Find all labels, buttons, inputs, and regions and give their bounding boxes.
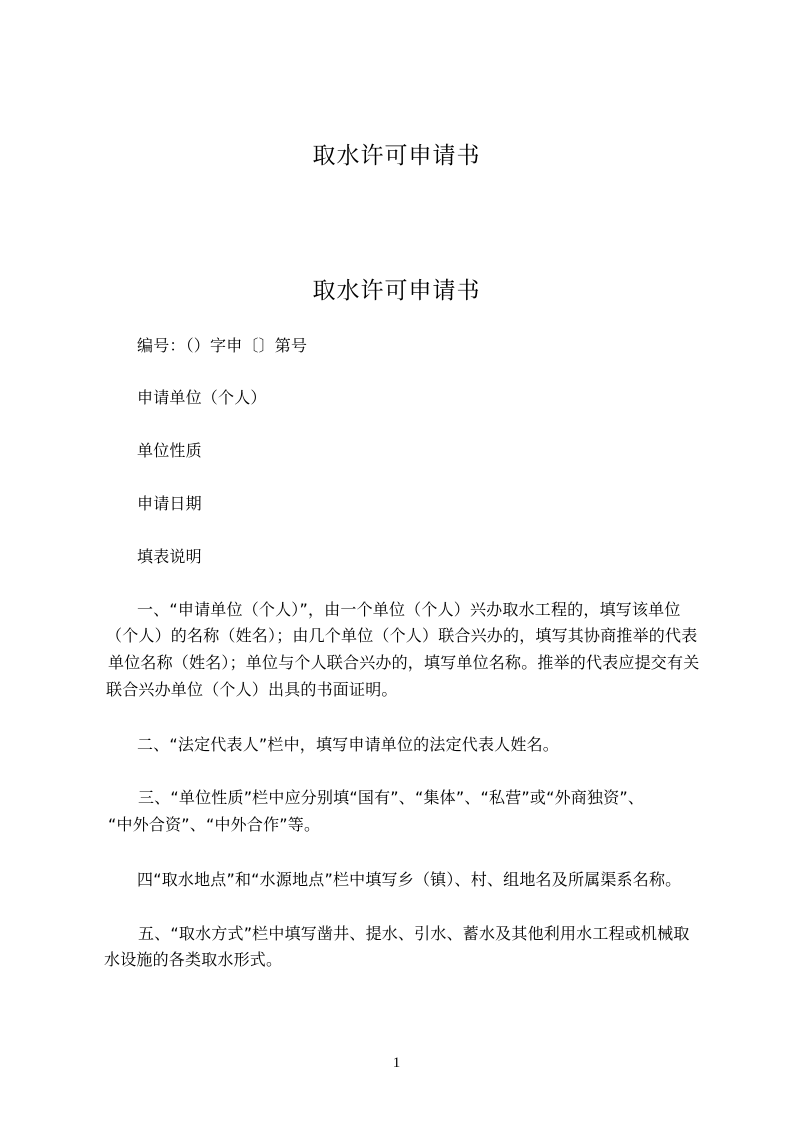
cover-title: 取水许可申请书	[312, 143, 481, 169]
instruction-5-line: 水设施的各类取水形式。	[104, 950, 283, 969]
instruction-1-line: （个人）的名称（姓名）；由几个单位（个人）联合兴办的，填写其协商推举的代表	[106, 626, 698, 645]
instruction-1-line: 单位名称（姓名）；单位与个人联合兴办的，填写单位名称。推举的代表应提交有关	[108, 653, 700, 672]
instruction-1-line: 联合兴办单位（个人）出具的书面证明。	[106, 680, 398, 699]
page-number: 1	[392, 1055, 401, 1071]
instruction-2-line: 二、“法定代表人”栏中，填写申请单位的法定代表人姓名。	[137, 735, 559, 754]
instruction-5-line: 五、“取水方式”栏中填写凿井、提水、引水、蓄水及其他利用水工程或机械取	[138, 924, 690, 943]
document-title: 取水许可申请书	[312, 278, 481, 304]
instruction-4-line: 四“取水地点”和“水源地点”栏中填写乡（镇）、村、组地名及所属渠系名称。	[137, 870, 682, 889]
field-instructions-heading: 填表说明	[137, 547, 202, 566]
field-unit-nature: 单位性质	[137, 441, 202, 460]
field-number: 编号：（）字申〔〕第号	[137, 336, 308, 355]
instruction-1-line: 一、“申请单位（个人）”，由一个单位（个人）兴办取水工程的，填写该单位	[137, 600, 681, 619]
instruction-3-line: “中外合资”、“中外合作”等。	[108, 815, 321, 834]
instruction-3-line: 三、“单位性质”栏中应分别填“国有”、“集体”、“私营”或“外商独资”、	[138, 788, 645, 807]
field-applicant: 申请单位（个人）	[137, 388, 267, 407]
field-application-date: 申请日期	[137, 494, 202, 513]
